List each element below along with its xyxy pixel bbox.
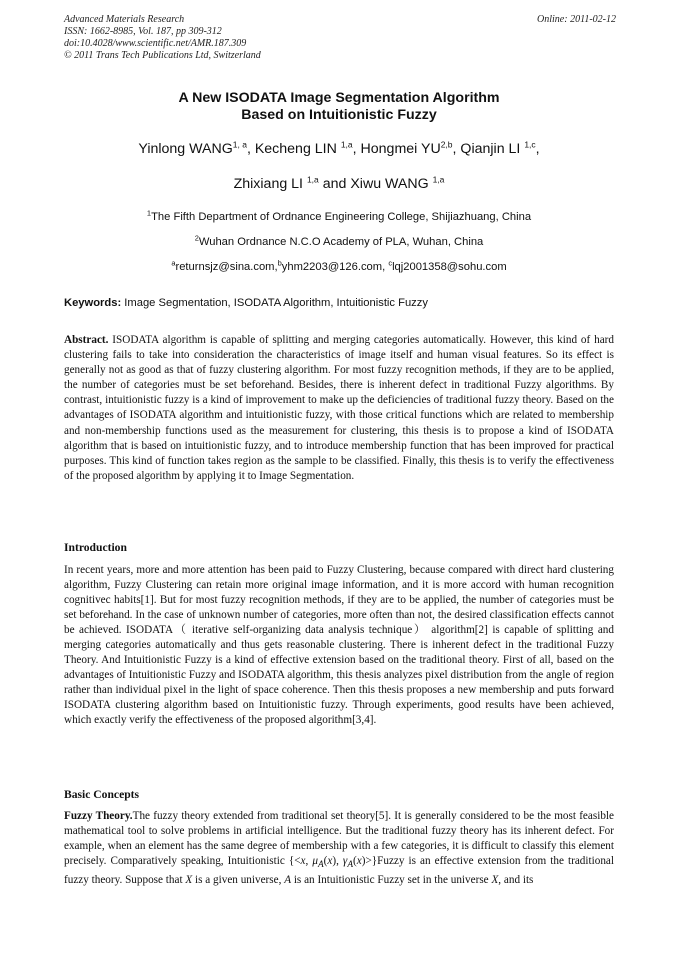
basic-concepts-heading: Basic Concepts [64,788,140,801]
math-var: X [185,874,193,887]
introduction-paragraph: In recent years, more and more attention has been paid to Fuzzy Clustering, because compared with direct hard clustering algorithm, Fuzzy Clustering can retain more original image information, and it is more accord with human recognition cognitivec habits[1]. But for most fuzzy recognition methods, if they are to be applied, the number of categories must be set beforehand. In the case of unknown number of categories, more often than not, the desired classification effects cannot be achieved. ISODATA（ iterative self-organizing data analysis technique） algorithm[2] is capable of splitting and merging categories automatically and thus gets reasonable clustering. There is inherent defect in the traditional Fuzzy Theory. And Intuitionistic Fuzzy is a kind of effective extension based on the traditional theory. First of all, based on the advantages of Intuitionistic Fuzzy and ISODATA algorithm, this thesis analyzes pixel distribution from the angle of region rather than individual pixel in the light of space coherence. Then this thesis proposes a new membership and puts forward ISODATA clustering algorithm based on Intuitionistic fuzzy. Through experiments, good results have been achieved, which exactly verify the effectiveness of the proposed algorithm[3,4]. [64,564,614,726]
affiliation-1 [0,210,678,224]
math-sep: ), [332,855,343,867]
math-sep: ( [323,855,328,867]
email-address: lqj2001358@sohu.com [392,261,507,273]
author-name: Hongmei YU [360,141,441,157]
keywords-text: Image Segmentation, ISODATA Algorithm, Intuitionistic Fuzzy [121,297,428,309]
email-mark: b [277,258,282,268]
author-line-2 [0,175,678,193]
abstract-paragraph [64,333,614,484]
journal-header [64,14,261,62]
body-text: The fuzzy theory extended from traditional set theory[5]. It is generally considered to be the most feasible mathematical tool to solve problems in artificial intelligence. But the traditional fuzzy theory has its inherent defect. For example, when an element has the same degree of membership with a few categories, it is difficult to classify this element precisely. Comparatively speaking, Intuitionistic {< [64,810,614,867]
math-sub: A [317,860,324,871]
email-mark: a [171,258,176,268]
email-address: returnsjz@sina.com, [175,261,278,273]
keywords-line [64,296,616,310]
math-var: x [356,855,362,867]
author-name: Qianjin LI [460,141,525,157]
affil-mark: 2 [194,233,199,243]
math-sep: , [305,855,313,867]
math-sub: A [347,860,354,871]
affil-text: Wuhan Ordnance N.C.O Academy of PLA, Wuhan, China [198,236,484,248]
abstract-label: Abstract. [64,334,109,346]
math-var: x [327,855,333,867]
title-line-2: Based on Intuitionistic Fuzzy [241,107,437,123]
body-text: , and its [498,874,534,887]
abstract-section [64,333,614,484]
author-line-1: Yinlong WANG$^{1, a}$, Kecheng LIN $^{1,a}$, Hongmei YU$^{2,b}$, Qianjin LI $^{1,c}$, [138,139,540,157]
introduction-heading: Introduction [64,541,127,554]
basic-concepts-section [64,809,614,888]
abstract-text: ISODATA algorithm is capable of splitting and merging categories automatically. However, this kind of hard clustering fails to take into consideration the characteristics of image itself and human visual features. So its effect is generally not as good as that of fuzzy clustering algorithm. For most fuzzy recognition methods, if they are to be applied, the number of categories must be set beforehand. Besides, there is inherent defect in traditional Fuzzy algorithms. By contrast, intuitionistic fuzzy is a kind of improvement to make up the deficiencies of traditional fuzzy theory. Based on the advantages of ISODATA algorithm and intuitionistic fuzzy, with those critical functions which are related to membership and non-membership functions used as the measurement for clustering, this thesis is to propose a kind of ISODATA algorithm that is based on intuitionistic fuzzy, and to introduce membership function that has been improved for practical purposes. This kind of function takes region as the sample to be classified. Finally, this thesis is to verify the effectiveness of the proposed algorithm by applying it to Image Segmentation. [64,334,614,482]
math-gamma: γ [342,855,348,867]
paper-title [0,90,678,124]
author-affil-mark: 2,b [440,139,453,150]
issn-line: ISSN: 1662-8985, Vol. 187, pp 309-312 [64,26,222,37]
affil-mark: 1 [146,208,152,218]
author-affil-mark: 1,a [340,139,353,150]
title-line-1: A New ISODATA Image Segmentation Algorithm [178,90,500,106]
copyright-line: © 2011 Trans Tech Publications Ltd, Switzerland [64,50,261,61]
author-affil-mark: 1,a [432,174,445,185]
doi-line: doi:10.4028/www.scientific.net/AMR.187.309 [64,38,247,49]
fuzzy-theory-lead: Fuzzy Theory. [64,810,133,822]
keywords-label: Keywords: [64,297,122,309]
math-var: A [284,874,292,887]
author-name: Yinlong WANG [138,141,233,157]
author-affil-mark: 1, a [232,139,247,150]
math-sep: ( [353,855,357,867]
email-address: yhm2203@126.com, [281,261,389,273]
fuzzy-theory-paragraph [64,809,614,888]
math-var: x [300,855,306,867]
author-affil-mark: 1,c [524,139,536,150]
online-date: Online: 2011-02-12 [537,14,616,25]
journal-name: Advanced Materials Research [64,14,185,25]
body-text: )>}Fuzzy is an effective extension from the traditional fuzzy theory. Suppose that [64,855,614,887]
author-emails [0,260,678,274]
body-text: is a given universe, [192,874,285,887]
author-conjunction: and [318,176,351,192]
affiliation-2 [0,235,678,249]
math-var: X [491,874,499,887]
author-affil-mark: 1,a [306,174,319,185]
email-mark: c [388,258,393,268]
author-name: Kecheng LIN [254,141,341,157]
math-mu: μ [312,855,318,867]
affil-text: The Fifth Department of Ordnance Engineering College, Shijiazhuang, China [151,211,532,223]
author-name: Zhixiang LI [233,176,307,192]
author-name: Xiwu WANG [350,176,433,192]
body-text: is an Intuitionistic Fuzzy set in the universe [291,874,492,887]
introduction-section [64,563,614,728]
